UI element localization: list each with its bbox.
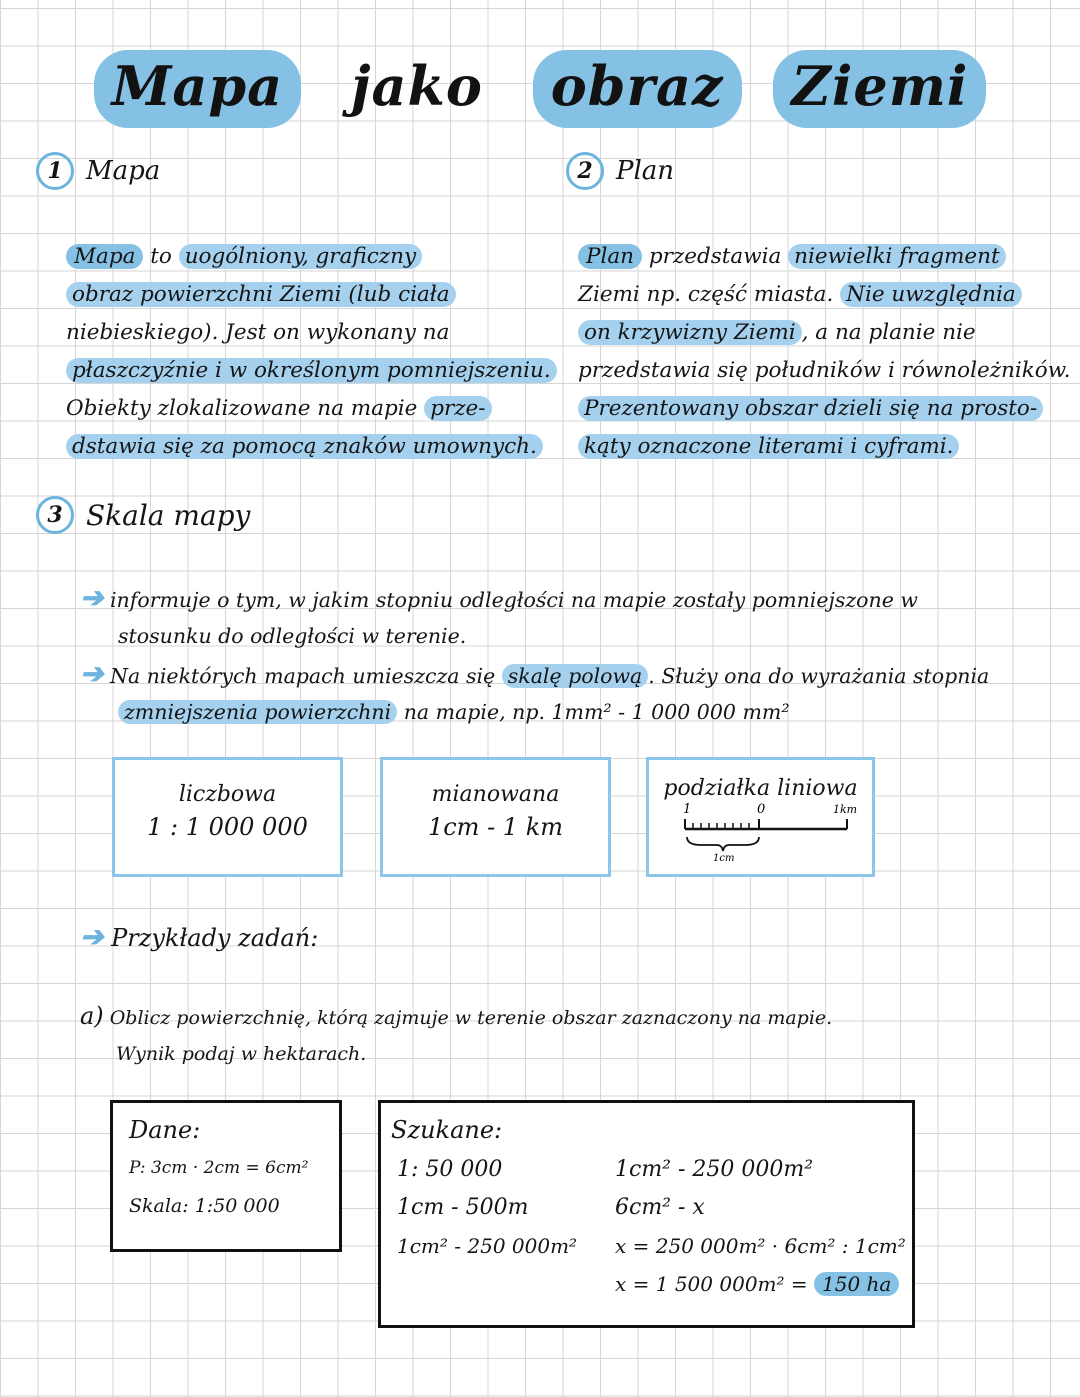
- text-line: kąty oznaczone literami i cyframi.: [578, 428, 1070, 466]
- section-2-heading: [566, 152, 674, 190]
- arrow-right-icon: ➔: [80, 657, 104, 690]
- title-word: Ziemi: [773, 50, 986, 128]
- scale-type-label: mianowana: [431, 782, 560, 807]
- text-line: Mapa to uogólniony, graficzny: [66, 238, 557, 276]
- section-1-text: [66, 238, 557, 466]
- section-2-text: [578, 238, 1070, 466]
- scale-box-numeric: [112, 757, 343, 877]
- text-line: niebieskiego). Jest on wykonany na: [66, 320, 450, 345]
- scale-box-named: [380, 757, 611, 877]
- section-title: Skala mapy: [86, 498, 251, 532]
- calc-line: 6cm² - x: [615, 1195, 705, 1220]
- given-title: Dane:: [129, 1116, 201, 1144]
- calc-line: x = 250 000m² · 6cm² : 1cm²: [615, 1234, 906, 1258]
- given-line: P: 3cm · 2cm = 6cm²: [129, 1158, 309, 1178]
- examples-heading: ➔ Przykłady zadań:: [80, 920, 319, 953]
- scale-bullet-2: ➔ Na niektórych mapach umieszcza się skalę polową . Służy ona do wyrażania stopnia zmniejszenia powierzchni na mapie, np. 1mm² - 1 000 000 mm²: [80, 657, 990, 724]
- given-line: Skala: 1:50 000: [129, 1195, 280, 1217]
- text-line: dstawia się za pomocą znaków umownych.: [66, 428, 557, 466]
- title-word: jako: [350, 54, 483, 118]
- title-word: Mapa: [94, 50, 302, 128]
- text-line: przedstawia się południków i równoleżników.: [578, 358, 1071, 383]
- text-line: obraz powierzchni Ziemi (lub ciała: [66, 276, 557, 314]
- sought-title: Szukane:: [391, 1116, 503, 1144]
- given-box: [110, 1100, 342, 1252]
- text-line: Ziemi np. część miasta. Nie uwzględnia: [578, 276, 1070, 314]
- arrow-right-icon: ➔: [80, 920, 104, 953]
- scale-value: 1cm - 1 km: [427, 813, 564, 841]
- scale-brace-label: 1cm: [712, 853, 734, 864]
- scale-tick-label: 0: [756, 802, 765, 817]
- calc-line: 1cm² - 250 000m²: [397, 1234, 578, 1258]
- section-title: Mapa: [86, 156, 161, 186]
- section-3-heading: [36, 496, 250, 534]
- calc-line: x = 1 500 000m² = 150 ha: [615, 1265, 906, 1303]
- scale-tick-label: 1km: [832, 803, 857, 816]
- section-number-badge: 1: [36, 152, 74, 190]
- text-line: on krzywizny Ziemi , a na planie nie: [578, 314, 1070, 352]
- calc-line: 1cm² - 250 000m²: [615, 1157, 814, 1182]
- calc-line: 1cm - 500m: [397, 1195, 529, 1220]
- text-line: płaszczyźnie i w określonym pomniejszeniu.: [66, 352, 557, 390]
- arrow-right-icon: ➔: [80, 581, 104, 614]
- scale-bullet-1: ➔ informuje o tym, w jakim stopniu odległości na mapie zostały pomniejszone w stosunku do odległości w terenie.: [80, 581, 918, 648]
- calc-line: 1: 50 000: [397, 1157, 503, 1182]
- scale-tick-label: 1: [682, 802, 691, 817]
- scale-box-linear: [646, 757, 875, 877]
- sought-left-column: [397, 1151, 577, 1265]
- linear-scale-drawing: [661, 801, 861, 865]
- sought-box: [378, 1100, 915, 1328]
- text-line: Plan przedstawia niewielki fragment: [578, 238, 1070, 276]
- title-word: obraz: [533, 50, 742, 128]
- page-title: [0, 50, 1080, 128]
- scale-value: 1 : 1 000 000: [147, 813, 308, 841]
- sought-right-column: [615, 1151, 906, 1303]
- text-line: Prezentowany obszar dzieli się na prosto-: [578, 390, 1070, 428]
- task-a-text: a) Oblicz powierzchnię, którą zajmuje w terenie obszar zaznaczony na mapie. Wynik podaj w hektarach.: [80, 1002, 833, 1065]
- text-line: Obiekty zlokalizowane na mapie prze-: [66, 390, 557, 428]
- scale-type-label: podziałka liniowa: [663, 776, 858, 801]
- section-number-badge: 3: [36, 496, 74, 534]
- section-title: Plan: [616, 156, 675, 186]
- answer-highlight: 150 ha: [814, 1272, 899, 1296]
- section-1-heading: [36, 152, 160, 190]
- section-number-badge: 2: [566, 152, 604, 190]
- scale-type-label: liczbowa: [178, 782, 277, 807]
